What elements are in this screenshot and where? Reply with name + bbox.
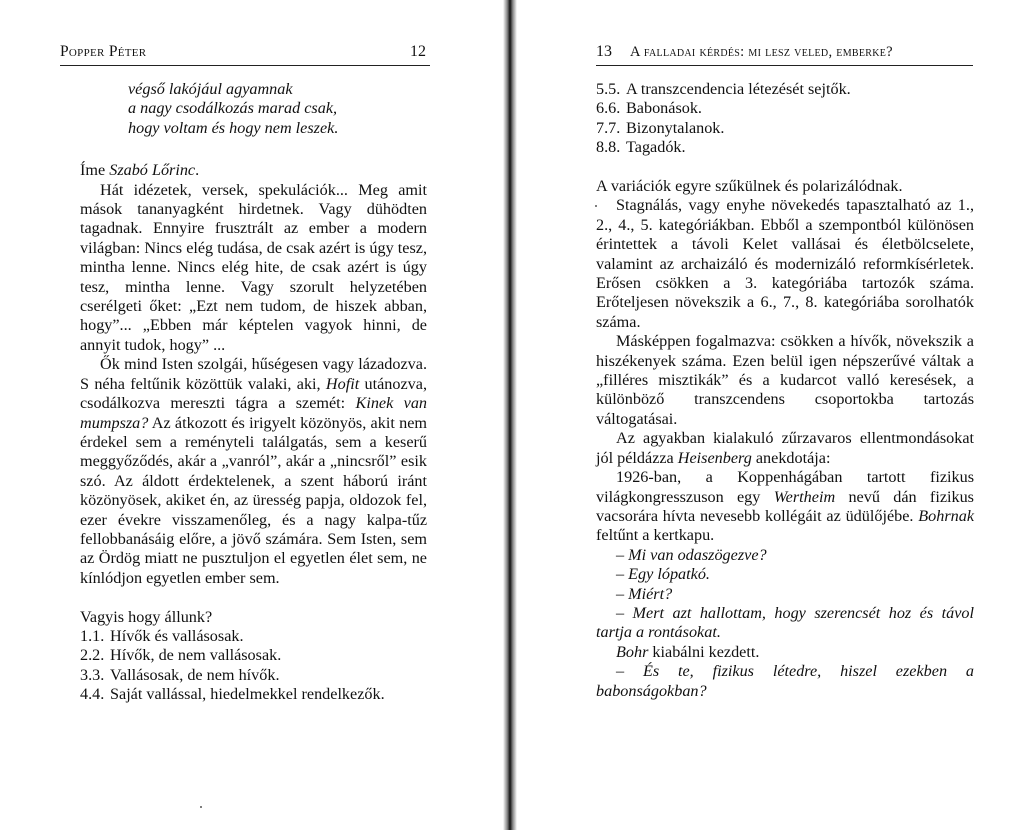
left-body: [80, 80, 427, 705]
right-page: [512, 0, 1024, 830]
left-running-head: Popper Péter: [60, 43, 147, 60]
poem: [80, 80, 427, 138]
left-page: [0, 0, 505, 830]
list-item: 3.3. Vallásosak, de nem hívők.: [80, 665, 280, 684]
poem-line: a nagy csodálkozás marad csak,: [128, 99, 338, 118]
list-item: 4.4. Saját vallással, hiedelmekkel rendelkezők.: [80, 685, 385, 704]
scan-speck: [200, 806, 202, 808]
list-item: 2.2. Hívők, de nem vallásosak.: [80, 646, 282, 665]
dialogue-line: – Miért?: [616, 584, 673, 603]
paragraph: Stagnálás, vagy enyhe növekedés tapasztalható az 1., 2., 4., 5. kategóriákban. Ebből a szempontból különösen érintettek a távoli Kelet vallásai és életbölcselete, valamint az archaizáló és modernizáló reformkísérletek. Erősen csökken a 3. kategóriába tartozók száma. Erőteljesen növekszik a 6., 7., 8. kategóriába sorolhatók száma.: [596, 196, 974, 331]
paragraph: Hát idézetek, versek, spekulációk... Meg amit mások tananyagként hirdetnek. Vagy dühödten tagadnak. Ennyire frusztrált az ember a modern világban: Nincs elég tudása, de csak azért is úgy tesz, mintha lenne. Nincs elég hite, de csak azért is úgy tesz, mintha lenne. Vagy szorult helyzetében cserélgeti őket: „Ezt nem tudom, de hiszek abban, hogy”... „Ebben már képtelen vagyok hinni, de annyit tudok, hogy” ...: [80, 180, 427, 354]
dialogue-line: – Egy lópatkó.: [616, 565, 710, 584]
paragraph: A variációk egyre szűkülnek és polarizálódnak.: [596, 177, 903, 196]
list-item: 5.5. A transzcendencia létezését sejtők.: [596, 80, 851, 98]
paragraph: Az agyakban kialakuló zűrzavaros ellentmondásokat jól példázza Heisenberg anekdotája:: [596, 429, 974, 467]
right-header-rule: [596, 65, 973, 66]
list-item: 8.8. Tagadók.: [596, 138, 686, 157]
poem-line: hogy voltam és hogy nem leszek.: [128, 118, 339, 137]
left-page-number: 12: [410, 43, 426, 60]
narration-line: Bohr kiabálni kezdett.: [616, 642, 760, 661]
right-running-head: A falladai kérdés: mi lesz veled, emberke?: [630, 44, 893, 60]
paragraph: 1926-ban, a Koppenhágában tartott fizikus világkongresszuson egy Wertheim nevű dán fizikus vacsorára hívta nevesebb kollégáit az üdülőjébe. Bohrnak feltűnt a kertkapu.: [596, 468, 974, 545]
poem-line: végső lakójául agyamnak: [128, 80, 293, 98]
right-body: [596, 80, 974, 701]
paragraph: Másképpen fogalmazva: csökken a hívők, növekszik a hiszékenyek száma. Ezen belül igen népszerűvé váltak a „filléres misztikák” és a kudarcot valló keresések, a különböző transzcendens csoportokba tartozás váltogatásai.: [596, 332, 974, 428]
left-header-rule: [60, 65, 430, 66]
list-item: 7.7. Bizonytalanok.: [596, 118, 725, 137]
scan-speck: [595, 205, 597, 207]
paragraph: Ők mind Isten szolgái, hűségesen vagy lázadozva. S néha feltűnik közöttük valaki, aki, Hofit utánozva, csodálkozva mereszti tágra a szemét: Kinek van mumpsza? Az átkozott és irigyelt közönyös, akit nem érdekel sem a reményteli találgatás, sem a keserű meggyőződés, akár a „vanról”, akár a „nincsről” esik szó. Az áldott érdektelenek, a szent háború iránt közönyösek, akiket én, az üresség papja, oldozok fel, ezer évekre visszamenőleg, és a nagy kalpa-tűz fellobbanásáig előre, a jövő számára. Sem Isten, sem az Ördög miatt ne pusztuljon el egyetlen élet sem, ne kínlódjon egyetlen ember sem.: [80, 355, 428, 587]
question: Vagyis hogy állunk?: [80, 607, 213, 626]
attribution: Íme Szabó Lőrinc.: [80, 161, 200, 180]
dialogue-line: – Mert azt hallottam, hogy szerencsét hoz és távol tartja a rontásokat.: [596, 603, 974, 642]
right-page-number: 13: [596, 43, 612, 60]
list-item: 1.1. Hívők és vallásosak.: [80, 626, 244, 645]
dialogue-line: – Mi van odaszögezve?: [616, 545, 767, 564]
dialogue-line: – És te, fizikus létedre, hiszel ezekben a babonságokban?: [596, 662, 974, 700]
list-item: 6.6. Babonások.: [596, 99, 702, 118]
